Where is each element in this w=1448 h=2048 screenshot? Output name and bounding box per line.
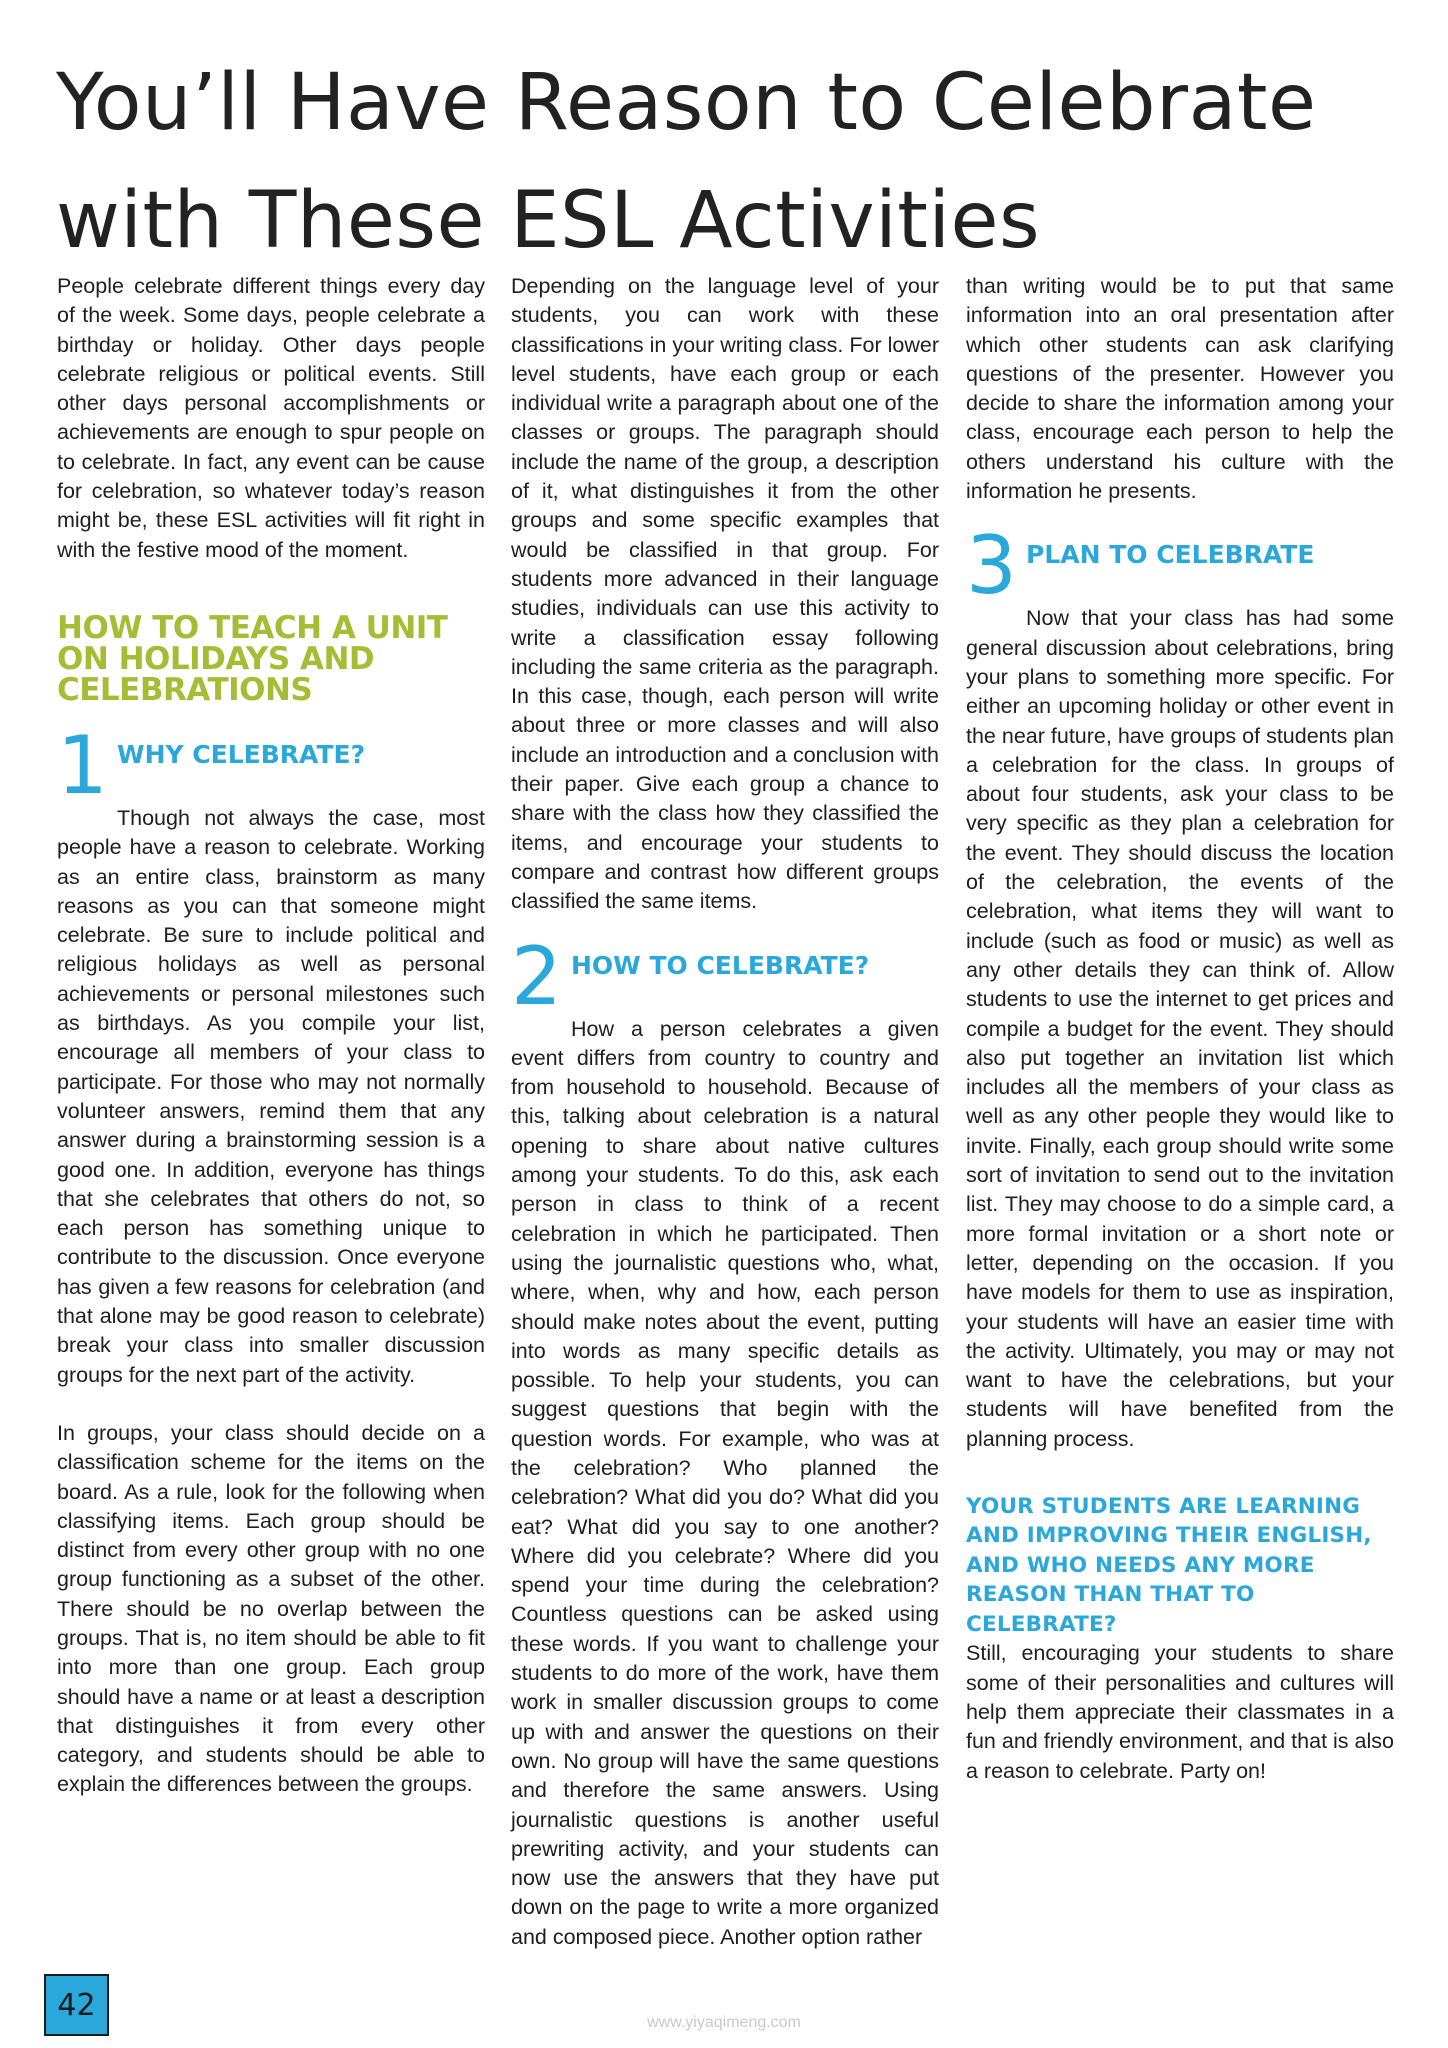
intro-paragraph: People celebrate different things every day of the week. Some days, people celebrate a birthday or holiday. Other days people celebrate religious or political events. Still other days personal accomplishments or achievements are enough to spur people on to celebrate. In fact, any event can be cause for celebration, so whatever today’s reason might be, these ESL activities will fit right in with the festive mood of the moment. <box>57 274 485 562</box>
section-heading: HOW TO TEACH A UNIT ON HOLIDAYS AND CELEBRATIONS <box>57 609 448 708</box>
step-3-title: PLAN TO CELEBRATE <box>1026 540 1315 570</box>
step-1-paragraph-2: In groups, your class should decide on a classification scheme for the items on the board. As a rule, look for the following when classifying items. Each group should be distinct from every other group with no one group functioning as a subset of the other. There should be no overlap between the groups. That is, no item should be able to fit into more than one group. Each group should have a name or at least a description that distinguishes it from every other category, and students should be able to explain the differences between the groups. <box>57 1420 485 1797</box>
step-1-number: 1 <box>57 718 108 812</box>
step-2-header <box>511 929 939 1023</box>
step-2-continued <box>966 272 1394 506</box>
step-1-paragraph-3: Depending on the language level of your students, you can work with these classifications in your writing class. For lower level students, have each group or each individual write a paragraph about one of the classes or groups. The paragraph should include the name of the group, a description of it, what distinguishes it from the other groups and some specific examples that would be classified in that group. For students more advanced in their language studies, individuals can use this activity to write a classification essay following including the same criteria as the paragraph. In this case, though, each person will write about three or more classes and will also include an introduction and a conclusion with their paper. Give each group a chance to share with the class how they classified the items, and encourage your students to compare and contrast how different groups classified the same items. <box>511 274 939 914</box>
column-2 <box>511 272 939 1952</box>
step-3-number: 3 <box>966 519 1017 613</box>
step-2-paragraph: How a person celebrates a given event differs from country to country and from household to household. Because of this, talking about celebration is a natural opening to share about native cultures among your students. To do this, ask each person in class to think of a recent celebration in which he participated. Then using the journalistic questions who, what, where, when, why and how, each person should make notes about the event, putting into words as many specific details as possible. To help your students, you can suggest questions that begin with the question words. For example, who was at the celebration? Who planned the celebration? What did you do? What did you eat? What did you say to one another? Where did you celebrate? Where did you spend your time during the celebration? Countless questions can be asked using these words. If you want to challenge your students to do more of the work, have them work in smaller discussion groups to come up with and answer the questions on their own. No group will have the same questions and therefore the same answers. Using journalistic questions is another useful prewriting activity, and your students can now use the answers that they have put down on the page to write a more organized and composed piece. Another option rather <box>511 1016 939 1949</box>
closing-heading: YOUR STUDENTS ARE LEARNING AND IMPROVING THEIR ENGLISH, AND WHO NEEDS ANY MORE REASON THAN THAT TO CELEBRATE? <box>966 1493 1372 1637</box>
step-2-title: HOW TO CELEBRATE? <box>571 950 870 980</box>
step-1-paragraph-1: Though not always the case, most people have a reason to celebrate. Working as an entire class, brainstorm as many reasons as you can that someone might celebrate. Be sure to include political and religious holidays as well as personal achievements or personal milestones such as birthdays. As you compile your list, encourage all members of your class to participate. For those who may not normally volunteer answers, remind them that any answer during a brainstorming session is a good one. In addition, everyone has things that she celebrates that others do not, so each person has something unique to contribute to the discussion. Once everyone has given a few reasons for celebration (and that alone may be good reason to celebrate) break your class into smaller discussion groups for the next part of the activity. <box>57 805 485 1387</box>
title-line-1: You’ll Have Reason to Celebrate <box>56 58 1317 148</box>
title-line-2: with These ESL Activities <box>56 176 1041 266</box>
column-3 <box>966 272 1394 1786</box>
closing-paragraph: Still, encouraging your students to share some of their personalities and cultures will help them appreciate their classmates in a fun and friendly environment, and that is also a reason to celebrate. Party on! <box>966 1641 1394 1783</box>
step-3-paragraph: Now that your class has had some general discussion about celebrations, bring your plans to something more specific. For either an upcoming holiday or other event in the near future, have groups of students plan a celebration for the class. In groups of about four students, ask your class to be very specific as they plan a celebration for the event. They should discuss the location of the celebration, the events of the celebration, what items they will want to include (such as food or music) as well as any other details they can think of. Allow students to use the internet to get prices and compile a budget for the event. They should also put together an invitation list which includes all the members of your class as well as any other people they would like to invite. Finally, each group should write some sort of invitation to send out to the invitation list. They may choose to do a simple card, a more formal invitation or a short note or letter, depending on the occasion. If you have models for them to use as inspiration, your students will have an easier time with the activity. Ultimately, you may or may not want to have the celebrations, but your students will have benefited from the planning process. <box>966 606 1394 1451</box>
step-3-header <box>966 519 1394 613</box>
article-title <box>56 44 1396 280</box>
step-2-number: 2 <box>511 929 562 1023</box>
column-1 <box>57 272 485 1800</box>
watermark: www.yiyaqimeng.com <box>647 2014 801 2031</box>
step-1-title: WHY CELEBRATE? <box>117 739 366 769</box>
page-number: 42 <box>44 1974 109 2036</box>
step-2-paragraph-continued: than writing would be to put that same information into an oral presentation after which other students can ask clarifying questions of the presenter. However you decide to share the information among your class, encourage each person to help the others understand his culture with the information he presents. <box>966 274 1394 504</box>
step-1-header <box>57 718 485 812</box>
